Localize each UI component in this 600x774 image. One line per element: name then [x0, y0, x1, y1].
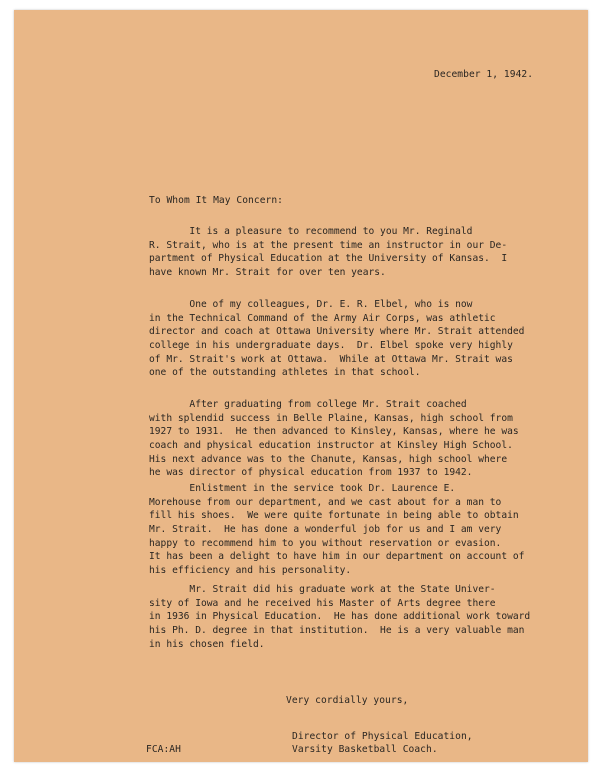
paragraph-3: [149, 398, 519, 480]
signature-title-line-2: Varsity Basketball Coach.: [292, 744, 438, 755]
paragraph-line: in 1936 in Physical Education. He has done additional work toward: [149, 611, 531, 623]
paragraph-line: After graduating from college Mr. Strait coached: [149, 399, 467, 410]
paragraph-line: happy to recommend him to you without reservation or evasion.: [149, 537, 502, 549]
paragraph-line: in the Technical Command of the Army Air Corps, was athletic: [149, 312, 496, 324]
signature-title-line-1: Director of Physical Education,: [292, 731, 473, 742]
paragraph-line: sity of Iowa and he received his Master of Arts degree there: [149, 597, 496, 609]
paragraph-line: director and coach at Ottawa University where Mr. Strait attended: [149, 326, 525, 338]
paragraph-line: R. Strait, who is at the present time an instructor in our De-: [149, 239, 508, 251]
paragraph-line: One of my colleagues, Dr. E. R. Elbel, who is now: [149, 299, 473, 310]
paragraph-line: have known Mr. Strait for over ten years.: [149, 266, 386, 278]
paragraph-line: Enlistment in the service took Dr. Laurence E.: [149, 483, 456, 494]
paragraph-5: [149, 583, 530, 651]
letter-date: December 1, 1942.: [434, 69, 534, 80]
paragraph-line: It is a pleasure to recommend to you Mr. Reginald: [149, 226, 473, 237]
paragraph-line: partment of Physical Education at the University of Kansas. I: [149, 253, 508, 265]
paragraph-line: one of the outstanding athletes in that school.: [149, 367, 421, 379]
paragraph-line: coach and physical education instructor at Kinsley High School.: [149, 439, 513, 451]
paragraph-line: of Mr. Strait's work at Ottawa. While at Ottawa Mr. Strait was: [149, 353, 513, 365]
paragraph-line: with splendid success in Belle Plaine, Kansas, high school from: [149, 412, 513, 424]
salutation: To Whom It May Concern:: [149, 195, 283, 206]
paragraph-line: his Ph. D. degree in that institution. He is a very valuable man: [149, 624, 525, 636]
paragraph-line: fill his shoes. We were quite fortunate in being able to obtain: [149, 510, 519, 522]
paragraph-line: Morehouse from our department, and we cast about for a man to: [149, 496, 502, 508]
paragraph-2: [149, 298, 524, 380]
paragraph-line: college in his undergraduate days. Dr. Elbel spoke very highly: [149, 339, 513, 351]
paragraph-line: 1927 to 1931. He then advanced to Kinsley, Kansas, where he was: [149, 426, 519, 438]
paragraph-line: his efficiency and his personality.: [149, 564, 352, 576]
paragraph-line: he was director of physical education from 1937 to 1942.: [149, 467, 473, 479]
paragraph-line: Mr. Strait did his graduate work at the State Univer-: [149, 584, 496, 595]
paragraph-line: Mr. Strait. He has done a wonderful job for us and I am very: [149, 523, 502, 535]
paragraph-4: [149, 482, 524, 578]
paragraph-line: His next advance was to the Chanute, Kansas, high school where: [149, 453, 508, 465]
paragraph-line: It has been a delight to have him in our department on account of: [149, 551, 525, 563]
typist-initials: FCA:AH: [146, 744, 181, 755]
paragraph-line: in his chosen field.: [149, 638, 265, 650]
paragraph-1: [149, 225, 507, 280]
closing: Very cordially yours,: [286, 695, 409, 706]
